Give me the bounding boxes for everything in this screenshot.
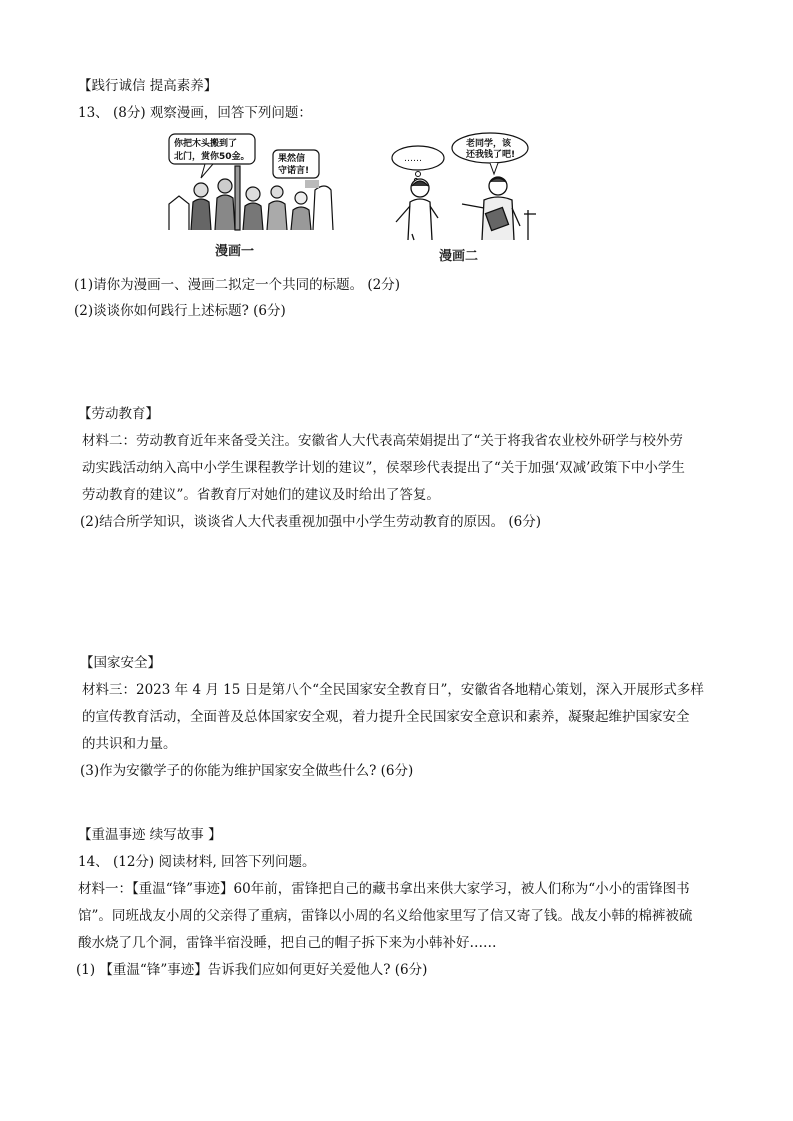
security-material-line-3: 的共识和力量。 <box>82 736 177 752</box>
section-heading-security: 【国家安全】 <box>80 655 161 671</box>
story-material-line-1: 材料一：【重温“锋”事迹】60年前，雷锋把自己的藏书拿出来供大家学习，被人们称为“小小的雷锋图书 <box>78 881 690 897</box>
question-14-1: (1) 【重温“锋”事迹】告诉我们应如何更好关爱他人? (6分) <box>76 962 428 978</box>
cartoon-one-speech-right-line1: 果然信 <box>278 154 306 164</box>
section-heading-labor: 【劳动教育】 <box>78 406 159 422</box>
question-14: 14、 (12分) 阅读材料, 回答下列问题。 <box>78 854 316 870</box>
question-security-3: (3)作为安徽学子的你能为维护国家安全做些什么? (6分) <box>80 763 414 779</box>
security-material-line-2: 的宣传教育活动，全面普及总体国家安全观，着力提升全民国家安全意识和素养，凝聚起维护国家安全 <box>82 709 690 725</box>
labor-material-line-1: 材料二：劳动教育近年来备受关注。安徽省人大代表高荣娟提出了“关于将我省农业校外研学与校外劳 <box>82 433 683 449</box>
section-heading-integrity: 【践行诚信 提高素养】 <box>78 78 218 94</box>
labor-material-line-3: 劳动教育的建议”。省教育厅对她们的建议及时给出了答复。 <box>82 487 440 503</box>
cartoon-two-speech-left: …… <box>404 154 422 164</box>
cartoon-one-speech-left-line1: 你把木头搬到了 <box>174 139 238 149</box>
cartoon-two-caption: 漫画二 <box>439 249 479 264</box>
story-material-line-3: 酸水烧了几个洞，雷锋半宿没睡，把自己的帽子拆下来为小韩补好…… <box>78 935 497 951</box>
cartoon-two-speech-right-line2: 还我钱了吧! <box>466 150 516 160</box>
cartoon-one-caption: 漫画一 <box>215 244 255 259</box>
cartoon-one-speech-left-line2: 北门，赏你50金。 <box>174 152 250 162</box>
question-13: 13、 (8分) 观察漫画，回答下列问题： <box>78 105 312 121</box>
story-material-line-2: 馆”。同班战友小周的父亲得了重病，雷锋以小周的名义给他家里写了信又寄了钱。战友小韩的棉裤被硫 <box>78 908 693 924</box>
section-heading-story: 【重温事迹 续写故事 】 <box>78 827 222 843</box>
question-labor-2: (2)结合所学知识，谈谈省人大代表重视加强中小学生劳动教育的原因。 (6分) <box>80 514 542 530</box>
cartoon-two-speech-right-line1: 老同学，该 <box>466 139 512 149</box>
cartoon-one <box>165 130 335 234</box>
cartoon-one-speech-right-line2: 守诺言! <box>278 166 310 176</box>
question-13-2: (2)谈谈你如何践行上述标题? (6分) <box>74 303 286 319</box>
security-material-line-1: 材料三：2023 年 4 月 15 日是第八个“全民国家安全教育日”，安徽省各地精心策划，深入开展形式多样 <box>82 682 704 698</box>
cartoon-two <box>378 130 548 242</box>
question-13-1: (1)请你为漫画一、漫画二拟定一个共同的标题。 (2分) <box>74 277 401 293</box>
labor-material-line-2: 动实践活动纳入高中小学生课程教学计划的建议”，侯翠珍代表提出了“关于加强‘双减’政策下中小学生 <box>82 460 685 476</box>
